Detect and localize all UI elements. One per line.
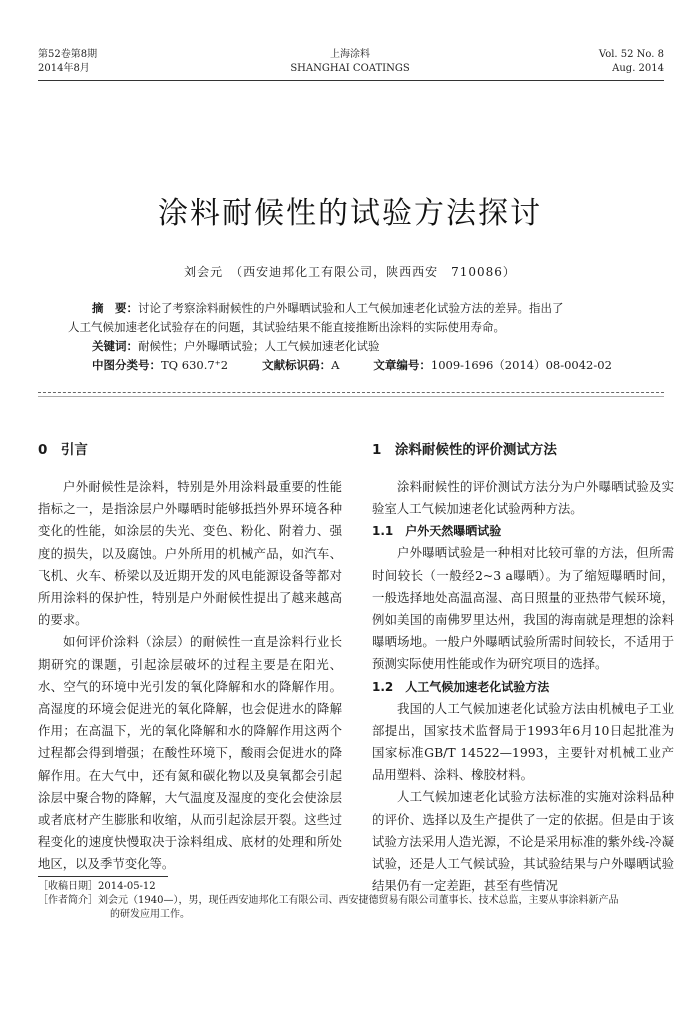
issue-date-en: Aug. 2014 bbox=[612, 63, 664, 74]
footnote-rule bbox=[38, 876, 168, 877]
clc-label: 中图分类号： bbox=[92, 358, 161, 372]
section-0-heading: 0 引言 bbox=[38, 442, 88, 458]
subsection-1-2-paragraph-2: 人工气候加速老化试验方法标准的实施对涂料品种的评价、选择以及生产提供了一定的依据。但是由于该试验方法采用人造光源，不论是采用标准的紫外线-冷凝试验，还是人工气候试验，其试验结果与户外曝晒试验结果仍有一定差距，甚至有些情况 bbox=[372, 789, 674, 894]
article-value: 1009-1696（2014）08-0042-02 bbox=[430, 358, 612, 372]
article-id bbox=[373, 356, 612, 375]
journal-name bbox=[0, 48, 700, 76]
intro-paragraph-1: 户外耐候性是涂料，特别是外用涂料最重要的性能指标之一，是指涂层户外曝晒时能够抵挡外界环境各种变化的性能，如涂层的失光、变色、粉化、附着力、强度的损失，以及腐蚀。户外所用的机械产品，如汽车、飞机、火车、桥梁以及近期开发的风电能源设备等都对所用涂料的保护性，特别是户外耐候性提出了越来越高的要求。 bbox=[38, 479, 342, 628]
subsection-1-2-heading: 1.2 人工气候加速老化试验方法 bbox=[372, 679, 550, 694]
issue-date: 2014年8月 bbox=[38, 63, 90, 74]
abstract-line-1 bbox=[68, 299, 668, 318]
section-1-paragraph: 涂料耐候性的评价测试方法分为户外曝晒试验及实验室人工气候加速老化试验两种方法。 bbox=[372, 479, 674, 517]
abstract-label: 摘 要： bbox=[92, 301, 138, 315]
keywords: 耐候性；户外曝晒试验；人工气候加速老化试验 bbox=[138, 339, 380, 353]
doc-code bbox=[262, 356, 339, 375]
journal-volume-info-en bbox=[599, 48, 664, 76]
left-column bbox=[38, 438, 342, 876]
intro-paragraph-2: 如何评价涂料（涂层）的耐候性一直是涂料行业长期研究的课题，引起涂层破坏的过程主要是在阳光、水、空气的环境中光引发的氧化降解和水的降解作用。高湿度的环境会促进光的氧化降解，也会促进水的降解作用；在高温下，光的氧化降解和水的降解作用这两个过程都会得到增强；在酸性环境下，酸雨会促进水的降解作用。在大气中，还有氮和碳化物以及臭氧都会引起涂层中聚合物的降解，大气温度及湿度的变化会使涂层或者底材产生膨胀和收缩，从而引起涂层开裂。这些过程变化的速度快慢取决于涂料组成、底材的处理和所处地区，以及季节变化等。 bbox=[38, 634, 342, 872]
author-bio-2: 的研发应用工作。 bbox=[110, 909, 190, 920]
header-rule bbox=[38, 80, 664, 81]
classification-line bbox=[68, 356, 668, 375]
paper-title: 涂料耐候性的试验方法探讨 bbox=[158, 196, 542, 231]
section-1-heading: 1 涂料耐候性的评价测试方法 bbox=[372, 442, 557, 458]
doc-label: 文献标识码： bbox=[262, 358, 332, 372]
abstract-divider bbox=[38, 392, 664, 393]
volume-issue: 第52卷第8期 bbox=[38, 49, 98, 60]
subsection-1-1-heading: 1.1 户外天然曝晒试验 bbox=[372, 524, 502, 539]
received-date: ［收稿日期］2014-05-12 bbox=[38, 881, 156, 892]
volume-issue-en: Vol. 52 No. 8 bbox=[598, 49, 664, 60]
footnote bbox=[38, 880, 668, 922]
abstract-text-1: 讨论了考察涂料耐候性的户外曝晒试验和人工气候加速老化试验方法的差异。指出了 bbox=[138, 301, 564, 315]
abstract bbox=[68, 299, 668, 375]
abstract-text-2: 人工气候加速老化试验存在的问题，其试验结果不能直接推断出涂料的实际使用寿命。 bbox=[68, 320, 505, 334]
clc-code bbox=[92, 356, 228, 375]
clc-value: TQ 630.7⁺2 bbox=[161, 358, 229, 372]
keywords-line bbox=[68, 337, 668, 356]
right-column bbox=[372, 438, 674, 897]
author-affiliation: 刘会元 （西安迪邦化工有限公司，陕西西安 710086） bbox=[184, 265, 516, 279]
subsection-1-2-paragraph-1: 我国的人工气候加速老化试验方法由机械电子工业部提出，国家技术监督局于1993年6月10日起批准为国家标准GB/T 14522—1993，主要针对机械工业产品用塑料、涂料、橡胶材料。 bbox=[372, 700, 674, 783]
journal-name-en: SHANGHAI COATINGS bbox=[290, 63, 410, 74]
doc-value: A bbox=[331, 358, 340, 372]
article-label: 文章编号： bbox=[373, 358, 431, 372]
journal-name-cn: 上海涂料 bbox=[330, 49, 370, 60]
author-bio-1: ［作者简介］刘会元（1940—），男，现任西安迪邦化工有限公司、西安捷德贸易有限公司董事长、技术总监，主要从事涂料新产品 bbox=[38, 895, 619, 906]
subsection-1-1-paragraph: 户外曝晒试验是一种相对比较可靠的方法，但所需时间较长（一般经2~3 a曝晒）。为了缩短曝晒时间，一般选择地处高温高湿、高日照量的亚热带气候环境，例如美国的南佛罗里达州，我国的海南就是理想的涂料曝晒场地。一般户外曝晒试验所需时间较长，不适用于预测实际使用性能或作为研究项目的选择。 bbox=[372, 545, 674, 672]
keywords-label: 关键词： bbox=[92, 339, 138, 353]
abstract-divider-2 bbox=[38, 396, 664, 397]
